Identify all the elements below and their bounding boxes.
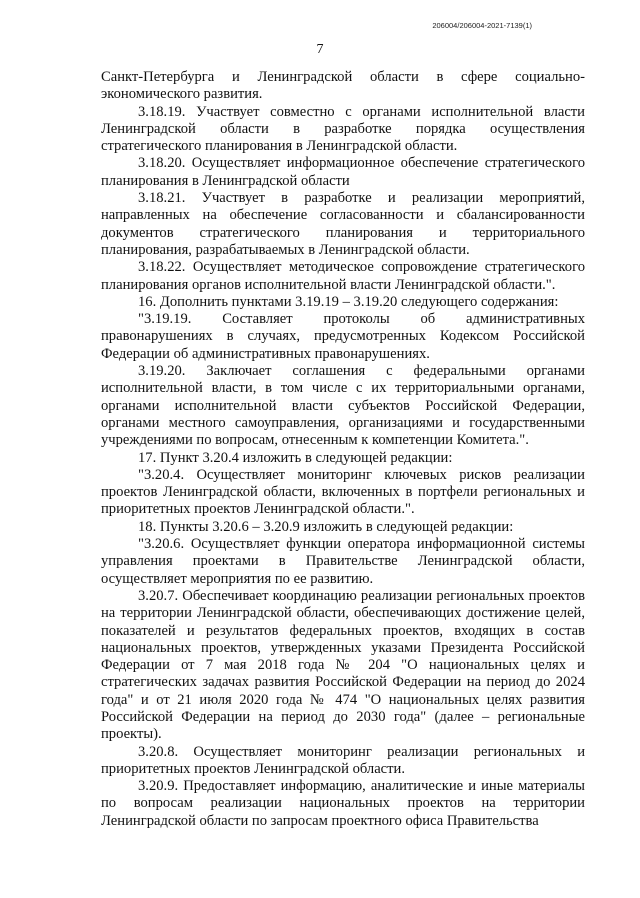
- paragraph: 3.18.22. Осуществляет методическое сопровождение стратегического планирования органов исполнительной власти Ленинградской области.".: [101, 259, 585, 293]
- paragraph: 16. Дополнить пунктами 3.19.19 – 3.19.20 следующего содержания:: [138, 293, 559, 310]
- document-id: 206004/206004-2021-7139(1): [432, 21, 532, 30]
- paragraph: 3.20.9. Предоставляет информацию, аналитические и иные материалы по вопросам реализации национальных проектов на территории Ленинградской области по запросам проектного офиса Правительства: [101, 778, 585, 829]
- paragraph: 18. Пункты 3.20.6 – 3.20.9 изложить в следующей редакции:: [138, 518, 514, 535]
- paragraph: 3.18.20. Осуществляет информационное обеспечение стратегического планирования в Ленинградской области: [101, 155, 585, 189]
- paragraph: 3.19.20. Заключает соглашения с федеральными органами исполнительной власти, в том числе с их территориальными органами, органами исполнительной власти субъектов Российской Федерации, органами местного самоуправления, организациями и государственными учреждениями по вопросам, отнесенным к компетенции Комитета.".: [101, 363, 585, 449]
- paragraph: "3.20.6. Осуществляет функции оператора информационной системы управления проектами в Правительстве Ленинградской области, осуществляет мероприятия по ее развитию.: [101, 536, 585, 587]
- paragraph: 17. Пункт 3.20.4 изложить в следующей редакции:: [138, 449, 453, 466]
- paragraph: 3.20.7. Обеспечивает координацию реализации региональных проектов на территории Ленинградской области, обеспечивающих достижение целей, показателей и результатов федеральных проектов, входящих в состав национальных проектов, утвержденных указами Президента Российской Федерации от 7 мая 2018 года № 204 "О национальных целях и стратегических задачах развития Российской Федерации на период до 2024 года" и от 21 июля 2020 года № 474 "О национальных целях развития Российской Федерации на период до 2030 года" (далее – региональные проекты).: [101, 587, 585, 743]
- document-body: [101, 69, 585, 830]
- paragraph: Санкт-Петербурга и Ленинградской области в сфере социально-экономического развития.: [101, 69, 585, 103]
- paragraph: "3.19.19. Составляет протоколы об административных правонарушениях в случаях, предусмотренных Кодексом Российской Федерации об административных правонарушениях.: [101, 311, 585, 362]
- paragraph: 3.18.19. Участвует совместно с органами исполнительной власти Ленинградской области в разработке порядка осуществления стратегического планирования в Ленинградской области.: [101, 103, 585, 155]
- paragraph: "3.20.4. Осуществляет мониторинг ключевых рисков реализации проектов Ленинградской области, включенных в портфели региональных и приоритетных проектов Ленинградской области.".: [101, 466, 585, 518]
- page-number: 7: [316, 42, 324, 57]
- paragraph: 3.18.21. Участвует в разработке и реализации мероприятий, направленных на обеспечение согласованности и сбалансированности документов стратегического планирования и территориального планирования, разрабатываемых в Ленинградской области.: [101, 190, 585, 258]
- paragraph: 3.20.8. Осуществляет мониторинг реализации региональных и приоритетных проектов Ленинградской области.: [101, 743, 585, 777]
